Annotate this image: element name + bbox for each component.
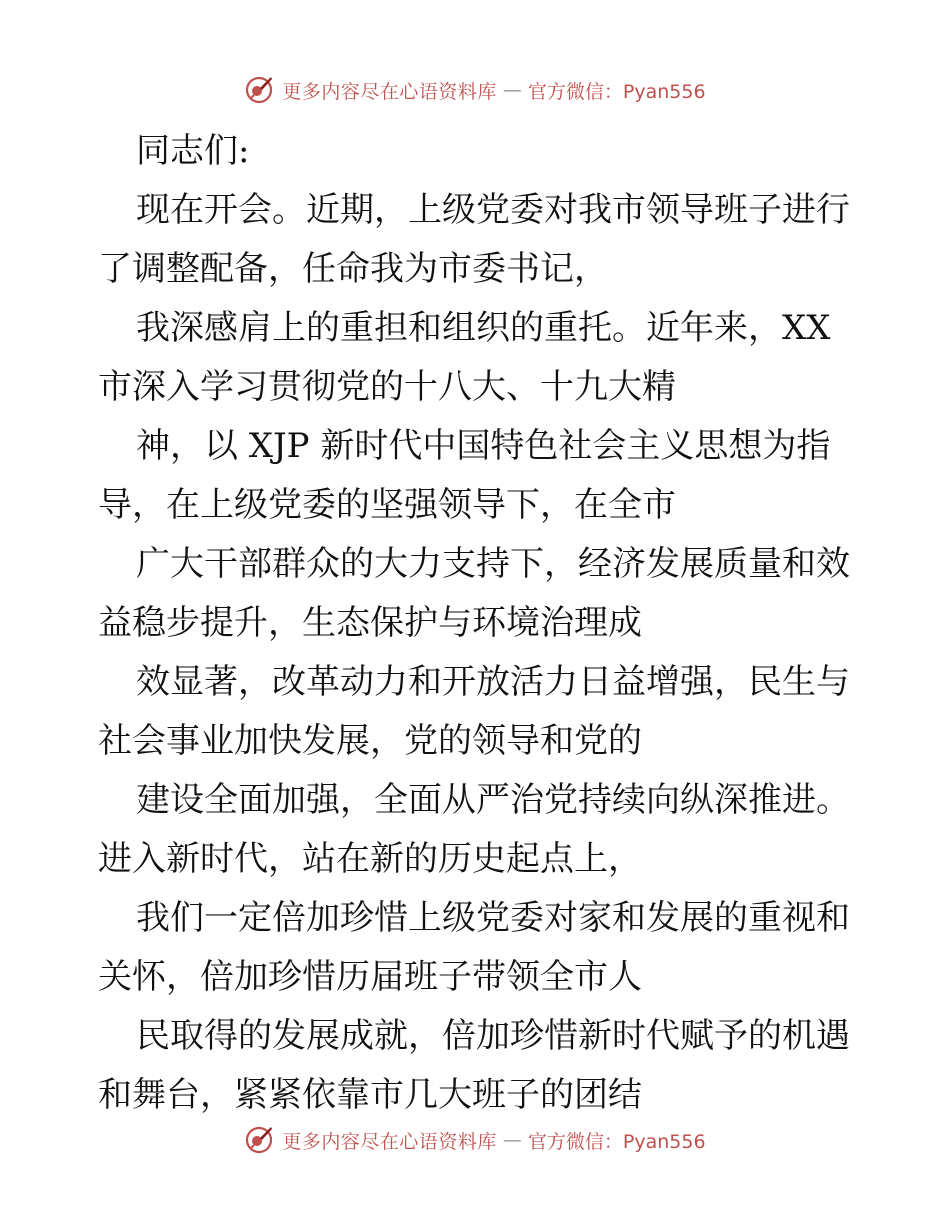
text-line: 我们一定倍加珍惜上级党委对家和发展的重视和 [136,898,850,938]
text-line: 导，在上级党委的坚强领导下，在全市 [98,485,676,525]
text-line: 广大干部群众的大力支持下，经济发展质量和效 [136,544,850,584]
header-banner-text: 更多内容尽在心语资料库 [282,80,497,103]
text-line: 了调整配备，任命我为市委书记， [98,249,608,289]
text-line: 关怀，倍加珍惜历届班子带领全市人 [98,957,642,997]
text-line: 神，以 XJP 新时代中国特色社会主义思想为指 [136,426,831,466]
footer-banner-contact: 官方微信：Pyan556 [527,1130,706,1153]
text-line: 市深入学习贯彻党的十八大、十九大精 [98,367,676,407]
document-body [98,122,858,1125]
text-line: 进入新时代，站在新的历史起点上， [98,839,642,879]
text-line: 社会事业加快发展，党的领导和党的 [98,721,642,761]
pen-logo-icon [244,75,274,105]
footer-banner [0,1120,950,1160]
footer-banner-text: 更多内容尽在心语资料库 [282,1130,497,1153]
text-line: 和舞台，紧紧依靠市几大班子的团结 [98,1075,642,1115]
text-line: 现在开会。近期，上级党委对我市领导班子进行 [136,190,850,230]
header-banner [0,70,950,110]
text-line: 同志们: [136,131,250,171]
pen-logo-icon [244,1125,274,1155]
footer-banner-separator: — [502,1129,522,1151]
text-line: 建设全面加强，全面从严治党持续向纵深推进。 [136,780,850,820]
text-line: 我深感肩上的重担和组织的重托。近年来，XX [136,308,831,348]
header-banner-contact: 官方微信：Pyan556 [527,80,706,103]
text-line: 民取得的发展成就，倍加珍惜新时代赋予的机遇 [136,1016,850,1056]
header-banner-separator: — [502,79,522,101]
text-line: 益稳步提升，生态保护与环境治理成 [98,603,642,643]
text-line: 效显著，改革动力和开放活力日益增强，民生与 [136,662,850,702]
